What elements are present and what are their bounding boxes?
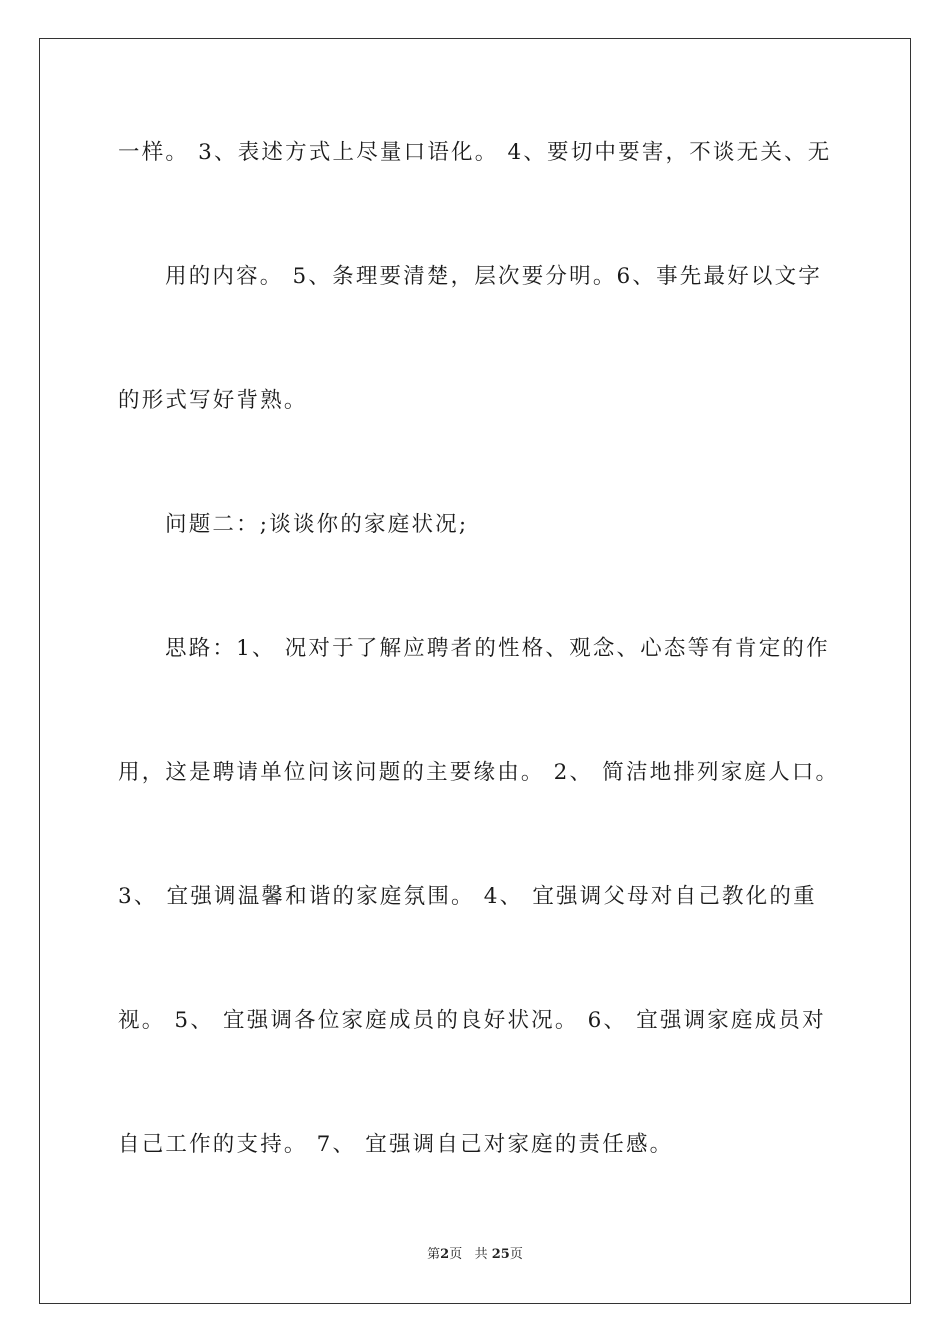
footer-prefix: 第 bbox=[427, 1247, 441, 1262]
body-line-6: 用，这是聘请单位问该问题的主要缘由。 2、 简洁地排列家庭人口。 bbox=[118, 760, 840, 785]
body-line-7: 3、 宜强调温馨和谐的家庭氛围。 4、 宜强调父母对自己教化的重 bbox=[118, 884, 817, 909]
body-line-1: 一样。 3、表述方式上尽量口语化。 4、要切中要害，不谈无关、无 bbox=[118, 140, 832, 165]
footer-page-suffix: 页 bbox=[449, 1247, 463, 1262]
footer-total-prefix: 共 bbox=[474, 1247, 488, 1262]
body-line-9: 自己工作的支持。 7、 宜强调自己对家庭的责任感。 bbox=[118, 1132, 674, 1157]
current-page-number: 2 bbox=[440, 1247, 450, 1262]
body-line-8: 视。 5、 宜强调各位家庭成员的良好状况。 6、 宜强调家庭成员对 bbox=[118, 1008, 826, 1033]
footer-total-suffix: 页 bbox=[509, 1247, 523, 1262]
total-page-count: 25 bbox=[491, 1247, 510, 1262]
body-line-3: 的形式写好背熟。 bbox=[118, 388, 308, 413]
question-heading: 问题二：;谈谈你的家庭状况; bbox=[165, 512, 469, 537]
body-line-2: 用的内容。 5、条理要清楚，层次要分明。6、事先最好以文字 bbox=[165, 264, 822, 289]
page-footer bbox=[0, 1246, 950, 1264]
page-border bbox=[39, 38, 911, 1304]
body-line-5: 思路：1、 况对于了解应聘者的性格、观念、心态等有肯定的作 bbox=[165, 636, 830, 661]
